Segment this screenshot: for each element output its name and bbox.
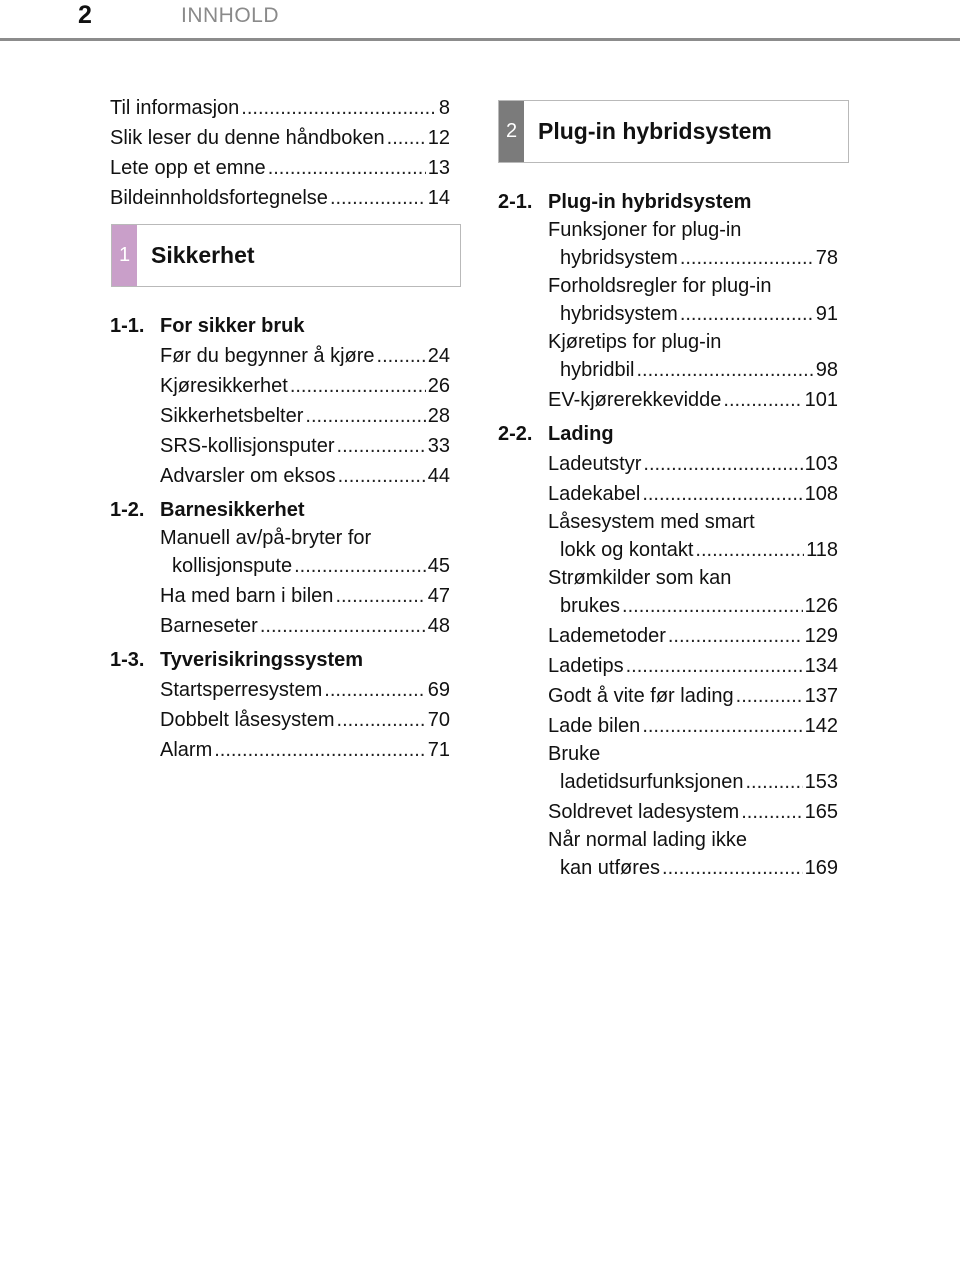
toc-entry-page: 91	[815, 303, 838, 325]
toc-entry-page: 153	[804, 771, 838, 793]
toc-entry-label: Soldrevet ladesystem	[548, 801, 740, 823]
toc-entry-bildeinnhold[interactable]	[110, 183, 450, 213]
toc-entry-label: Ladekabel	[548, 483, 641, 505]
subsection-title: Plug-in hybridsystem	[548, 191, 752, 213]
subsection-heading[interactable]	[110, 645, 450, 675]
toc-entry-label: Ha med barn i bilen	[160, 585, 334, 607]
toc-entry[interactable]	[548, 621, 838, 651]
section-header-1[interactable]	[111, 224, 461, 287]
toc-entry-label: Ladeutstyr	[548, 453, 642, 475]
toc-entry[interactable]	[160, 371, 450, 401]
toc-entry-label-line1: Bruke	[548, 743, 601, 765]
subsection-1-3	[110, 645, 450, 765]
toc-entry-page: 13	[427, 157, 450, 179]
section-number: 2	[499, 101, 524, 162]
subsection-2-1	[498, 187, 838, 415]
subsection-code: 2-2.	[498, 423, 533, 445]
subsection-title: For sikker bruk	[160, 315, 305, 337]
toc-entry-page: 12	[427, 127, 450, 149]
toc-entry[interactable]	[548, 681, 838, 711]
subsection-heading[interactable]	[498, 187, 838, 217]
subsection-code: 1-2.	[110, 499, 145, 521]
toc-entry[interactable]	[160, 525, 450, 581]
toc-entry-label-line1: Låsesystem med smart	[548, 511, 755, 533]
toc-entry[interactable]	[160, 581, 450, 611]
section-1-contents	[110, 307, 450, 765]
toc-entry[interactable]	[160, 461, 450, 491]
toc-entry-page: 69	[427, 679, 450, 701]
intro-list	[110, 93, 450, 213]
toc-entry-page: 129	[804, 625, 838, 647]
toc-entry[interactable]	[160, 675, 450, 705]
subsection-title: Barnesikkerhet	[160, 499, 305, 521]
toc-entry[interactable]	[548, 449, 838, 479]
toc-entry-label: kollisjonspute	[172, 555, 293, 577]
toc-entry-page: 71	[427, 739, 450, 761]
toc-entry-label: hybridsystem	[560, 303, 678, 325]
subsection-1-2	[110, 495, 450, 641]
section-title: Plug-in hybridsystem	[538, 118, 772, 144]
toc-entry-page: 108	[804, 483, 838, 505]
toc-entry-page: 33	[427, 435, 450, 457]
toc-entry-label: Alarm	[160, 739, 213, 761]
toc-entry[interactable]	[548, 385, 838, 415]
toc-entry-page: 48	[427, 615, 450, 637]
toc-entry[interactable]	[548, 827, 838, 883]
toc-entry-label: hybridsystem	[560, 247, 678, 269]
subsection-heading[interactable]	[498, 419, 838, 449]
toc-entry-page: 70	[427, 709, 450, 731]
toc-entry[interactable]	[160, 611, 450, 641]
toc-entry-page: 142	[804, 715, 838, 737]
toc-entry-til-informasjon[interactable]	[110, 93, 450, 123]
toc-left-column	[110, 93, 450, 213]
toc-entry-page: 126	[804, 595, 838, 617]
toc-entry-label: kan utføres	[560, 857, 661, 879]
toc-entry-label: hybridbil	[560, 359, 635, 381]
toc-entry[interactable]	[548, 509, 838, 565]
toc-entry-page: 45	[427, 555, 450, 577]
toc-entry-page: 26	[427, 375, 450, 397]
toc-entry[interactable]	[548, 565, 838, 621]
toc-entry-label: lokk og kontakt	[560, 539, 694, 561]
toc-entry-page: 44	[427, 465, 450, 487]
toc-entry-label: Før du begynner å kjøre	[160, 345, 375, 367]
toc-entry-label-line1: Manuell av/på-bryter for	[160, 527, 372, 549]
page-title: INNHOLD	[181, 4, 280, 27]
subsection-title: Lading	[548, 423, 614, 445]
toc-entry-label: Lete opp et emne	[110, 157, 266, 179]
toc-entry-label-line1: Når normal lading ikke	[548, 829, 747, 851]
page-number: 2	[78, 1, 92, 29]
toc-entry-label: Slik leser du denne håndboken	[110, 127, 385, 149]
toc-entry[interactable]	[548, 797, 838, 827]
toc-entry-page: 165	[804, 801, 838, 823]
header-divider	[0, 38, 960, 41]
toc-entry[interactable]	[548, 711, 838, 741]
subsection-code: 1-1.	[110, 315, 145, 337]
toc-entry[interactable]	[548, 217, 838, 273]
toc-entry-page: 134	[804, 655, 838, 677]
section-number: 1	[112, 225, 137, 286]
toc-entry-label: ladetidsurfunksjonen	[560, 771, 744, 793]
toc-entry-label: Ladetips	[548, 655, 624, 677]
toc-entry-page: 28	[427, 405, 450, 427]
section-title: Sikkerhet	[151, 242, 255, 268]
toc-entry[interactable]	[548, 651, 838, 681]
toc-entry-page: 118	[806, 539, 838, 561]
toc-entry[interactable]	[548, 479, 838, 509]
toc-entry[interactable]	[548, 273, 838, 329]
toc-entry-page: 24	[427, 345, 450, 367]
subsection-heading[interactable]	[110, 311, 450, 341]
toc-entry[interactable]	[160, 431, 450, 461]
toc-entry-page: 103	[804, 453, 838, 475]
subsection-code: 1-3.	[110, 649, 145, 671]
toc-entry-page: 78	[815, 247, 838, 269]
section-2-contents	[498, 183, 838, 883]
toc-entry-label: Kjøresikkerhet	[160, 375, 288, 397]
toc-entry-page: 101	[804, 389, 838, 411]
subsection-heading[interactable]	[110, 495, 450, 525]
toc-entry-label-line1: Strømkilder som kan	[548, 567, 732, 589]
toc-entry-label: EV-kjørerekkevidde	[548, 389, 722, 411]
toc-entry-label-line1: Forholdsregler for plug-in	[548, 275, 772, 297]
toc-entry-label: Dobbelt låsesystem	[160, 709, 335, 731]
toc-entry[interactable]	[160, 401, 450, 431]
toc-entry-label: Barneseter	[160, 615, 258, 637]
toc-entry-label: SRS-kollisjonsputer	[160, 435, 335, 457]
toc-entry[interactable]	[160, 341, 450, 371]
toc-entry-label: Lade bilen	[548, 715, 641, 737]
toc-entry-page: 8	[438, 97, 450, 119]
toc-entry-label: Til informasjon	[110, 97, 240, 119]
toc-entry-label: Lademetoder	[548, 625, 666, 647]
toc-entry-label: Godt å vite før lading	[548, 685, 734, 707]
toc-entry-label: Startsperresystem	[160, 679, 323, 701]
toc-entry-page: 47	[427, 585, 450, 607]
toc-entry-page: 169	[804, 857, 838, 879]
toc-entry-label: Advarsler om eksos	[160, 465, 336, 487]
subsection-2-2	[498, 419, 838, 883]
subsection-title: Tyverisikringssystem	[160, 649, 364, 671]
toc-entry-slik-leser[interactable]	[110, 123, 450, 153]
toc-entry[interactable]	[548, 741, 838, 797]
toc-entry[interactable]	[160, 735, 450, 765]
section-header-2[interactable]	[498, 100, 849, 163]
toc-entry-label-line1: Funksjoner for plug-in	[548, 219, 742, 241]
subsection-code: 2-1.	[498, 191, 533, 213]
toc-entry-lete-opp[interactable]	[110, 153, 450, 183]
toc-entry-page: 137	[804, 685, 838, 707]
toc-entry-page: 98	[815, 359, 838, 381]
toc-entry[interactable]	[548, 329, 838, 385]
toc-entry[interactable]	[160, 705, 450, 735]
subsection-1-1	[110, 311, 450, 491]
toc-entry-label: brukes	[560, 595, 621, 617]
toc-entry-label: Bildeinnholdsfortegnelse	[110, 187, 328, 209]
toc-entry-label-line1: Kjøretips for plug-in	[548, 331, 722, 353]
toc-entry-page: 14	[427, 187, 450, 209]
toc-entry-label: Sikkerhetsbelter	[160, 405, 304, 427]
